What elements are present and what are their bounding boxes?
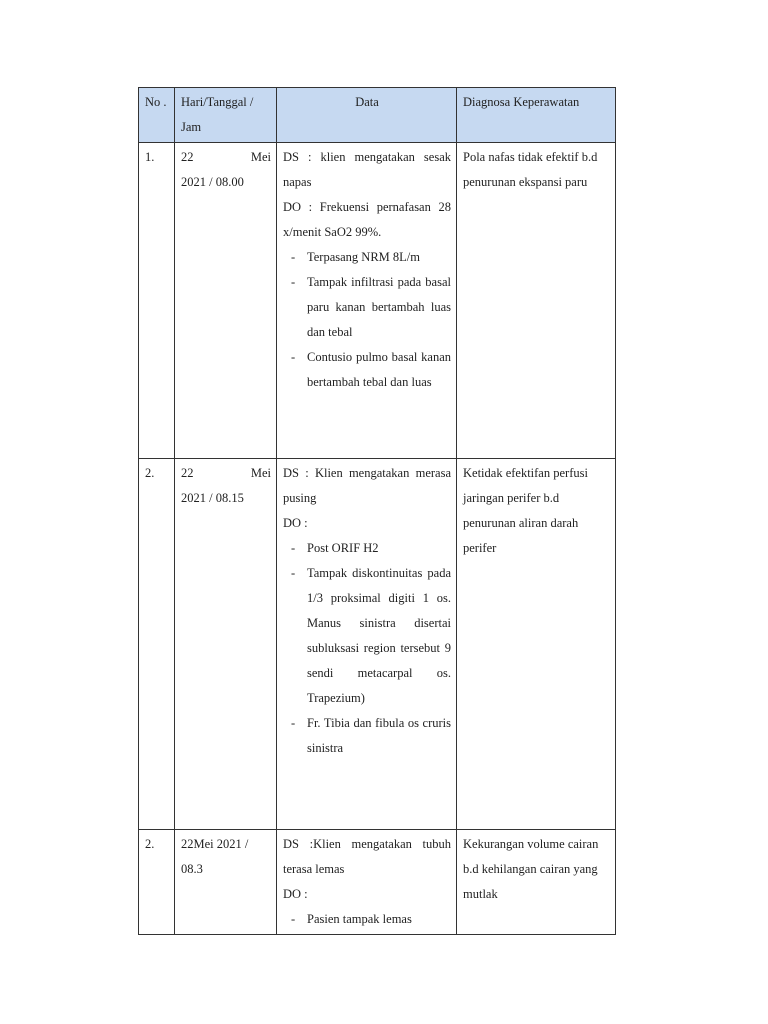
header-date: Hari/Tanggal / Jam xyxy=(175,88,277,143)
header-no: No . xyxy=(139,88,175,143)
objective-list xyxy=(283,536,451,761)
subjective-data: DS : Klien mengatakan merasa pusing xyxy=(283,466,451,505)
objective-data: DO : xyxy=(283,887,308,901)
date-year-time: 2021 / 08.15 xyxy=(181,491,244,505)
list-item: - Tampak diskontinuitas pada 1/3 proksimal digiti 1 os. Manus sinistra disertai subluksasi region tersebut 9 sendi metacarpal os. Trapezium) xyxy=(283,561,451,711)
date-year-time: 2021 / 08.00 xyxy=(181,175,244,189)
list-item: - Pasien tampak lemas xyxy=(283,907,451,932)
list-item: - Post ORIF H2 xyxy=(283,536,451,561)
list-item: - Fr. Tibia dan fibula os cruris sinistra xyxy=(283,711,451,761)
row-number: 1. xyxy=(139,143,175,459)
row-date: 22Mei 2021 / 08.3 xyxy=(175,830,277,935)
list-item: - Terpasang NRM 8L/m xyxy=(283,245,451,270)
objective-list xyxy=(283,907,451,932)
row-diagnosis: Pola nafas tidak efektif b.d penurunan ekspansi paru xyxy=(457,143,616,459)
row-number: 2. xyxy=(139,459,175,830)
date-day: 22 xyxy=(181,466,194,480)
list-item: - Contusio pulmo basal kanan bertambah tebal dan luas xyxy=(283,345,451,395)
subjective-data: DS :Klien mengatakan tubuh terasa lemas xyxy=(283,837,451,876)
row-number: 2. xyxy=(139,830,175,935)
row-data xyxy=(277,830,457,935)
subjective-data: DS : klien mengatakan sesak napas xyxy=(283,150,451,189)
table-row xyxy=(139,459,616,830)
header-data: Data xyxy=(277,88,457,143)
objective-list xyxy=(283,245,451,395)
objective-data: DO : Frekuensi pernafasan 28 x/menit SaO2 99%. xyxy=(283,200,451,239)
row-data xyxy=(277,459,457,830)
date-day: 22 xyxy=(181,150,194,164)
row-date xyxy=(175,143,277,459)
objective-data: DO : xyxy=(283,516,308,530)
table-header-row xyxy=(139,88,616,143)
header-diagnosis: Diagnosa Keperawatan xyxy=(457,88,616,143)
row-date xyxy=(175,459,277,830)
table-row xyxy=(139,143,616,459)
row-data xyxy=(277,143,457,459)
table-row xyxy=(139,830,616,935)
row-diagnosis: Kekurangan volume cairan b.d kehilangan cairan yang mutlak xyxy=(457,830,616,935)
row-diagnosis: Ketidak efektifan perfusi jaringan perifer b.d penurunan aliran darah perifer xyxy=(457,459,616,830)
date-month: Mei xyxy=(250,150,271,164)
date-month: Mei xyxy=(250,466,271,480)
nursing-diagnosis-table xyxy=(138,87,616,935)
list-item: - Tampak infiltrasi pada basal paru kanan bertambah luas dan tebal xyxy=(283,270,451,345)
